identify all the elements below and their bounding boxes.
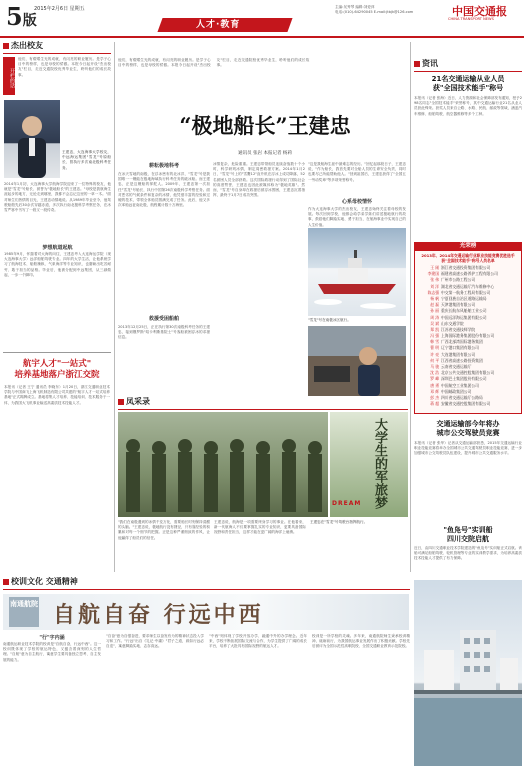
feature-col-3-body: "这是我航海生涯中最难忘的经历。"回忆起那段日子，王建忠说，"作为船长，我首先要对全船人员的生命安全负责，同时也要尽己所能帮助他人。"回到祖国后，王建忠获得了"全国五一劳动奖章"等多项荣誉称号。	[308, 162, 406, 182]
military-photo	[118, 412, 328, 517]
story-box	[3, 352, 111, 574]
honor-unit: 云南省交通运输厅	[441, 364, 472, 369]
honor-unit: 辽宁港口集团有限公司	[441, 345, 479, 351]
honor-name: 杨 帆	[430, 295, 439, 301]
honor-name: 韩 雪	[430, 339, 439, 345]
section-heading-news: 资讯	[414, 58, 522, 70]
honor-list	[417, 265, 519, 407]
honor-unit: 江西省高速公路投资集团	[441, 357, 483, 363]
column-divider-right	[410, 42, 411, 572]
honor-unit: 湖北省交通运输厅汽车维修中心	[441, 283, 495, 289]
feature-subhead-b: 救援受困船舶	[148, 316, 179, 322]
story-title: 航宇人才"一站式" 培养基地落户浙江交院	[14, 359, 100, 380]
news-2-title: 交通运输部今年将办 城市公交驾驶员竞赛	[436, 420, 500, 437]
honor-name: 邓 辉	[430, 388, 439, 394]
section-heading-school-motto: 校训文化 交通精神	[3, 576, 203, 588]
editor-contacts: 主编:吴秀琴 编辑:刘爱萍 电话:(010)-64290045 E-mail:jtbjk@126.com	[335, 5, 414, 14]
honor-unit: 中国邮政集团公司	[441, 388, 472, 394]
honor-name: 周 涛	[430, 314, 439, 320]
page-number	[6, 4, 37, 34]
honor-name: 何 平	[430, 357, 439, 363]
masthead-rule	[0, 36, 524, 38]
honor-name: 王 刚	[430, 265, 439, 270]
honor-name: 沈 浩	[430, 370, 439, 376]
motto-col-1: 南通航运职业技术学院的校训是"自航自奋，行远中西"。这一校训既体现了学校的航运特色，又蕴含着深刻的人生哲理。"自航"意为自主航行，寓意学生要具备独立思考、自主发展的能力。	[3, 642, 101, 662]
honor-name: 赵 磊	[430, 302, 439, 308]
section-rule-left	[3, 53, 111, 54]
alumni-body-1: 2014年1月初，大连海事大学航海学院迎来了一位特殊的校友，他就是"雪龙"号船长、被誉为"极地船长"的王建忠。"母校是我航海生涯起步的地方，无论走到哪里，我都不会忘记这里的一草一木。"面对师生们热情的目光，王建忠动情地说。从1989年毕业至今，他驾驶船舶先后30余次穿越赤道，多次执行南北极科学考察任务，在冰雪严寒中书写了一段又一段传奇。	[4, 182, 111, 213]
column-badge-label: 开栏的话	[9, 67, 15, 88]
honor-name: 罗 峰	[430, 376, 439, 382]
campus-photo	[414, 580, 522, 766]
issue-date: 2015年2月6日 星期五	[34, 6, 85, 12]
feature-photo-ship	[308, 228, 406, 316]
motto-col-2: "自奋"意为自强奋进，要求师生以奋发有为的精神状态投入学习和工作。"行远"出自《礼记·中庸》"君子之道，辟如行远必自迩"，寓意脚踏实地、志存高远。	[106, 634, 204, 649]
honor-unit: 深圳巴士集团股份有限公司	[441, 376, 487, 382]
honor-name: 马 骏	[430, 364, 439, 369]
honor-unit: 安徽省交通控股集团有限公司	[441, 401, 491, 407]
honor-unit: 大连港集团有限公司	[441, 351, 476, 357]
news-3-title: "鱼凫号"实训船 四川交院启航	[443, 526, 493, 543]
honor-box-heading: 2013年、2014年交通运输行业职业技能竞赛优胜选手获"全国技术能手"称号人员名单	[421, 253, 515, 263]
honor-name: 孙 丽	[430, 308, 439, 314]
column-intro: 他们，有熠熠生光的成就，有闪亮的职业履历。是学子心目中的榜样，也是母校的骄傲。本报今日起开设"杰出校友"栏目，走近交通院校优秀毕业生，聆听他们的成长故事。	[18, 57, 111, 77]
section-rule-mid	[118, 409, 408, 410]
motto-col-3: "中西"则体现了学校开放办学、融通中外的办学理念。近年来，学校不断拓展国际交流与合作，为学生提供了广阔的成长平台，培养了大批具有国际视野的航运人才。	[209, 634, 307, 649]
feature-lede: 他们，有熠熠生光的成就，有闪亮的职业履历。是学子心目中的榜样，也是母校的骄傲。本报今日起开设"杰出校友"栏目，走近交通院校优秀毕业生，聆听他们的成长故事。	[118, 58, 310, 68]
motto-banner	[3, 594, 409, 630]
honor-unit: 浙江省交通投资集团有限公司	[441, 265, 491, 270]
honor-unit: 北京公共交通控股集团有限公司	[441, 370, 495, 376]
feature-bottom	[118, 520, 408, 572]
honor-unit: 广西北部湾国际港务集团	[441, 339, 483, 345]
feature-bottom-left: "我们在南极遇到的冰情千变万化，需要船长时刻保持清醒的头脑。"王建忠说，极地航行没有捷径，只有靠经验的积累和对每一个细节的把握。正是这种严谨细致的作风，让他赢得了船员们的信任。	[118, 520, 210, 540]
section-rule-bottom	[3, 589, 410, 590]
honor-name: 冯 强	[430, 333, 439, 339]
section-heading-fengcai: 凤采录	[118, 396, 208, 408]
feature-headline	[130, 110, 400, 140]
feature-subhead-a: 耕耘极地科考	[148, 163, 179, 169]
honor-unit: 四川省交通运输厅公路局	[441, 394, 483, 400]
motto-banner-school-label: 南通航院	[10, 600, 38, 608]
news-3-body: 近日，由四川交通职业技术学院建造的"鱼凫号"实训船正式启航。该船可满足船舶驾驶、轮机管理等专业的实训教学需求，为培养高素质技术技能人才提供了有力保障。	[414, 546, 522, 561]
honor-name: 唐 勇	[430, 382, 439, 388]
page-number-unit: 版	[22, 13, 37, 29]
honor-name: 曹 明	[430, 345, 439, 351]
honor-name: 许 亮	[430, 351, 439, 357]
news-1-title: 21名交通运输从业人员 获"全国技术能手"称号	[431, 75, 505, 92]
motto-banner-school	[9, 597, 39, 627]
alumni-body-2: 1985年9月，怀揣着对大海的向往，王建忠考入大连海运学院（现大连海事大学）远洋船舶驾驶专业。四年的大学生活，让他系统学习了航海技术、船舶操纵、气象海洋等专业知识，也磨砺出吃苦耐劳、敢于担当的品格。毕业后，他被分配到中远集团，从三副做起，一步一个脚印。	[4, 252, 111, 277]
feature-col-1-body: 在冰天雪地的南极，在浮冰密布的北冰洋，"雪龙"号是我国唯一一艘能在极地海域执行科考任务的破冰船。而王建忠，正是这艘船的掌舵人。2009年，王建忠第一次担任"雪龙"号船长，执行中国第26次南极科学考察任务。面对恶劣的气候条件和复杂的冰情，他凭借丰富的经验和过硬的技术，带领全体船员圆满完成了任务。此后，他又多次率船远征南北极，航程累计数十万海里。	[118, 172, 210, 208]
honor-unit: 上海国际港务集团股份有限公司	[441, 333, 495, 339]
military-banner	[330, 412, 408, 517]
honor-name: 蒋 超	[430, 401, 439, 407]
section-rule-right	[414, 71, 522, 72]
column-badge	[3, 57, 15, 95]
news-2-body: 本报讯（记者 张华）记者从交通运输部获悉，2015年交通运输行业职业技能竞赛将举办全国城市公共交通驾驶员职业技能竞赛，进一步加强城市公交驾驶员队伍建设，提升城市公共交通服务水平。	[414, 441, 522, 456]
honor-name: 陈志强	[427, 289, 439, 295]
masthead	[0, 0, 524, 42]
honor-unit: 中国远洋海运集团有限公司	[441, 314, 487, 320]
portrait-caption: 王建忠，大连海事大学校友，中远海运集团"雪龙"号原船长、曾执行多次南北极科考任务。	[62, 150, 111, 170]
honor-box-title: 光荣榜	[415, 242, 521, 251]
honor-name: 彭 杰	[430, 394, 439, 400]
honor-unit: 重庆长航东风船舶工业公司	[441, 308, 487, 314]
honor-unit: 山东交通学院	[441, 320, 464, 326]
alumni-subhead: 梦想航道起航	[42, 245, 73, 251]
feature-col-1b-body: 2013年12月25日，正在执行第30次南极科考任务的王建忠，接到俄罗斯"绍卡利斯基院士"号客船被困浮冰的求援信息。	[118, 325, 210, 340]
feature-subhead-c: 心系母校情怀	[341, 199, 372, 205]
story-body: 本报讯（记者 王宁 通讯员 李晓东）1月20日，浙江交通职业技术学院与中国商飞上海飞机制造有限公司共建的"航宇人才一站式培养基地"正式揭牌成立。基地将集人才培养、技能培训、技术服务于一体，为我国大飞机事业输送高素质技术技能人才。	[4, 385, 110, 405]
motto-col-4: 校训是一所学校的灵魂。多年来，南通航院师生秉承校训精神，砥砺前行，为我国航运事业发展作出了积极贡献。学校先后被评为全国示范性高职院校、全国交通职业教育示范院校。	[312, 634, 410, 649]
honor-unit: 中交第一航务工程局有限公司	[441, 289, 491, 295]
honor-unit: 宁夏回族自治区道路运输局	[441, 295, 487, 301]
feature-col-1	[118, 162, 210, 394]
motto-banner-title: 自航自奋 行远中西	[53, 602, 264, 628]
honor-name: 张 伟	[430, 277, 439, 283]
honor-name: 李建国	[427, 271, 439, 277]
honor-name: 刘 洋	[430, 283, 439, 289]
feature-photo-bridge	[308, 326, 406, 396]
feature-col-2: 冰情复杂，危险重重。王建忠带领船员连续奋战数十个小时，科学研判冰情，制定周密救援方案。2014年1月2日，"雪龙"号上的"雪鹰12"直升机在浮冰上成功降落，52名被困人员全部获救。这次国际救援行动得到了国际社会的高度赞誉，王建忠也因此被媒体称为"极地英雄"。然而，"雪龙"号自身却在救援后被浮冰围困，王建忠沉着指挥，最终于1月7日成功突围。	[213, 162, 305, 198]
feature-col-3b-body: 作为大连海事大学的杰出校友，王建忠始终关注着母校的发展。每次回到学校，他都会给学弟学妹们讲述极地航行的故事，鼓励他们脚踏实地、勇于担当，在航海事业中实现自己的人生价值。	[308, 207, 406, 227]
feature-col-3	[308, 162, 406, 227]
feature-photo-ship-caption: "雪龙"号在南极冰区航行。	[308, 318, 351, 322]
honor-box	[414, 242, 522, 414]
honor-unit: 广州市公路工程公司	[441, 277, 476, 283]
honor-unit: 福建省高速公路养护工程有限公司	[441, 271, 498, 277]
portrait-photo	[4, 100, 60, 178]
feature-byline: 通讯员 张岩 本报记者 杨莉	[238, 151, 292, 156]
page-number-digit: 5	[6, 2, 23, 31]
honor-list-item	[417, 401, 519, 407]
honor-unit: 中国航空工业集团公司	[441, 382, 479, 388]
feature-bottom-mid: 王建忠说，航海是一项需要终身学习的事业。在他看来，新一代航海人不仅要掌握扎实的专业知识，更要具备国际视野和责任担当，这样才能在更广阔的海洋上驰骋。	[214, 520, 306, 535]
honor-name: 吴 斌	[430, 320, 439, 326]
honor-unit: 江苏省交通技师学院	[441, 326, 476, 332]
military-banner-title: 大学生的军旅梦	[372, 418, 387, 509]
motto-subhead: "行"字内涵	[39, 635, 65, 641]
newspaper-brand-en: CHINA TRANSPORT NEWS	[448, 17, 494, 21]
newspaper-brand: 中国交通报	[452, 5, 507, 18]
news-1-body: 本报讯（记者 张海）近日，人力资源和社会保障部发布通知，授予298名同志"全国技术能手"荣誉称号，其中交通运输行业21名从业人员获此殊荣。获奖人员来自公路、水路、民航、邮政等领域，涵盖汽车维修、船舶驾驶、航空器维修等多个工种。	[414, 96, 522, 116]
section-title: 人才·教育	[196, 20, 241, 30]
military-banner-en: DREAM	[332, 500, 362, 507]
column-divider-left	[114, 42, 115, 572]
headline-quote-mark: “	[179, 113, 192, 138]
section-heading-alumni: 杰出校友	[3, 40, 111, 52]
honor-unit: 天津港集团有限公司	[441, 302, 476, 308]
honor-name: 郑 凯	[430, 326, 439, 332]
headline-text: 极地船长”王建忠	[191, 113, 351, 138]
feature-photo-bridge-caption: 王建忠在"雪龙"号驾驶台指挥航行。	[310, 520, 368, 524]
